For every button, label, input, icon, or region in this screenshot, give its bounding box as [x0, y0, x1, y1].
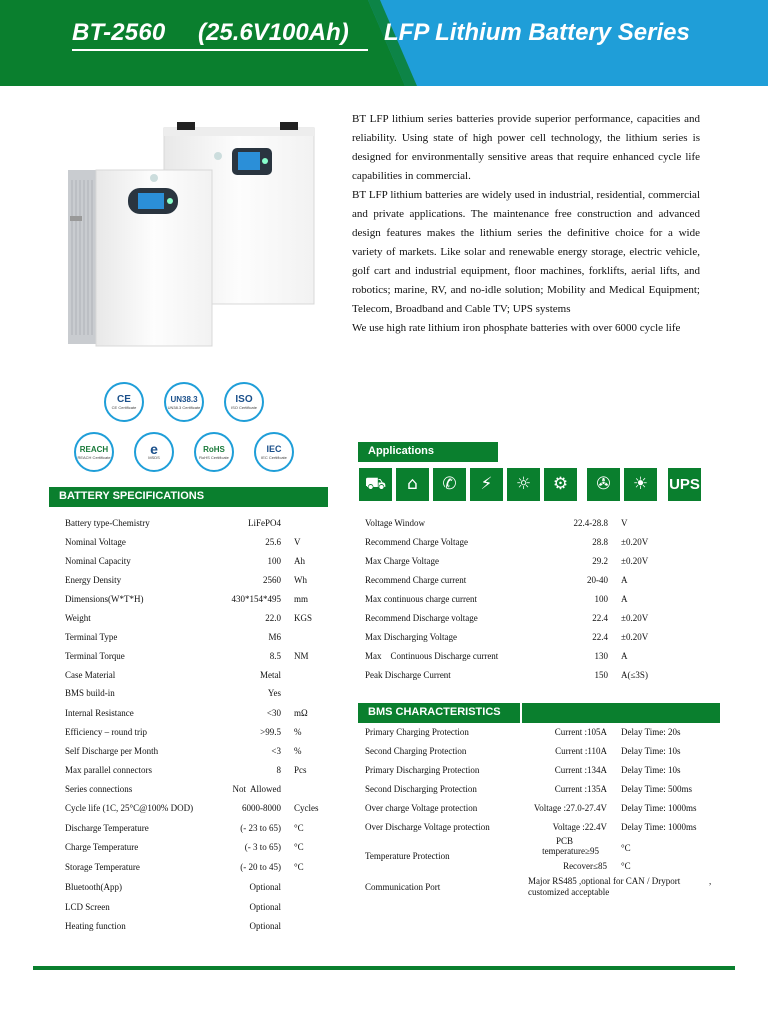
cert-caption: CE Certificate [111, 404, 137, 410]
solar-icon: ☼ [507, 468, 540, 501]
spec-label: Dimensions(W*T*H) [65, 594, 144, 604]
communication-line-1-tail: , [709, 876, 712, 886]
spec-unit: Pcs [294, 765, 307, 775]
spec-value: Metal [260, 670, 281, 680]
recover-unit: °C [621, 861, 631, 871]
spec-value: 2560 [263, 575, 281, 585]
msds-icon [134, 432, 174, 472]
spec-label: Storage Temperature [65, 862, 140, 872]
industrial-icon: ⚙ [544, 468, 577, 501]
spec-value: Not Allowed [232, 784, 281, 794]
spec-value: <3 [271, 746, 281, 756]
applications-header: Applications [358, 442, 498, 462]
model-title: BT-2560 [72, 19, 166, 46]
communication-line-2: customized acceptable [528, 887, 610, 897]
cert-label: UN38.3 [170, 394, 198, 404]
communication-line-1: Major RS485 ,optional for CAN / Dryport [528, 876, 681, 886]
spec-value: 100 [267, 556, 281, 566]
wind-turbine-icon: ✇ [587, 468, 620, 501]
spec-value: (- 20 to 45) [240, 862, 281, 872]
spec-unit: A [621, 594, 628, 604]
spec-value: Optional [249, 882, 281, 892]
bms-value: Current :105A [554, 727, 607, 737]
spec-label: Max continuous charge current [365, 594, 478, 604]
description-paragraph-3: We use high rate lithium iron phosphate batteries with over 6000 cycle life [352, 322, 681, 334]
bms-value: Voltage :22.4V [552, 822, 607, 832]
spec-value: 130 [594, 651, 608, 661]
pcb-unit: °C [621, 843, 631, 853]
spec-value: 22.0 [265, 613, 281, 623]
spec-unit: Ah [294, 556, 305, 566]
spec-unit: Cycles [294, 803, 319, 813]
bms-value: Current :134A [554, 765, 607, 775]
spec-unit: Wh [294, 575, 307, 585]
spec-value: Optional [249, 902, 281, 912]
description-paragraph-1: BT LFP lithium series batteries provide superior performance, capacities and reliability. Using state of high power cell technology, the lithium series is designed for environmentally sensitive areas that require enhanced cycle life capabilities in commercial. [352, 113, 700, 182]
pcb-label: PCB [555, 836, 573, 846]
bms-delay: Delay Time: 10s [621, 765, 681, 775]
series-title: LFP Lithium Battery Series [384, 19, 690, 46]
cert-label: IEC [266, 443, 282, 454]
spec-label: Charge Temperature [65, 842, 139, 852]
iec-icon [254, 432, 294, 472]
pcb-threshold: temperature≥95 [542, 846, 599, 856]
cert-label: ISO [235, 393, 253, 405]
spec-unit: A [621, 575, 628, 585]
ev-charging-icon: ⚡ [470, 468, 503, 501]
spec-value: 150 [594, 670, 608, 680]
spec-label: Max Continuous Discharge current [365, 651, 499, 661]
bms-value: Current :135A [554, 784, 607, 794]
spec-label: Discharge Temperature [65, 823, 149, 833]
spec-label: Cycle life (1C, 25°C@100% DOD) [65, 803, 194, 813]
spec-unit: V [294, 537, 301, 547]
bms-value: Current :110A [555, 746, 607, 756]
spec-unit: mm [294, 594, 309, 604]
spec-value: 22.4 [592, 613, 608, 623]
spec-label: Recommend Charge Voltage [365, 537, 468, 547]
spec-value: (- 3 to 65) [244, 842, 281, 852]
spec-value: 22.4 [592, 632, 608, 642]
spec-value: M6 [268, 632, 281, 642]
bms-label: Communication Port [365, 882, 441, 892]
bms-delay: Delay Time: 500ms [621, 784, 693, 794]
spec-unit: mΩ [294, 708, 308, 718]
cert-label: e [150, 440, 158, 457]
spec-value: (- 23 to 65) [240, 823, 281, 833]
spec-label: Peak Discharge Current [365, 670, 451, 680]
spec-label: LCD Screen [65, 902, 110, 912]
cert-label: RoHS [203, 444, 225, 454]
spec-value: Yes [267, 688, 281, 698]
spec-label: Efficiency – round trip [65, 727, 148, 737]
spec-unit: °C [294, 823, 304, 833]
spec-label: Max Charge Voltage [365, 556, 439, 566]
header-banner [0, 0, 768, 86]
cert-label: CE [117, 393, 131, 405]
bms-label: Second Discharging Protection [365, 784, 477, 794]
spec-unit: % [294, 746, 302, 756]
spec-value: LiFePO4 [247, 518, 281, 528]
un383-icon [164, 382, 204, 422]
spec-label: Heating function [65, 921, 126, 931]
cert-caption: MSDS [148, 454, 160, 460]
spec-label: Voltage Window [365, 518, 426, 528]
spec-value: 28.8 [592, 537, 608, 547]
voltage-title: (25.6V100Ah) [198, 19, 349, 46]
spec-label: Bluetooth(App) [65, 882, 122, 892]
cert-caption: RoHS Certificate [199, 454, 229, 460]
bms-label: Over charge Voltage protection [365, 803, 478, 813]
spec-label: Nominal Capacity [65, 556, 131, 566]
spec-label: Internal Resistance [65, 708, 134, 718]
bms-characteristics-header: BMS CHARACTERISTICS [358, 703, 520, 723]
spec-value: 100 [594, 594, 608, 604]
spec-label: Recommend Charge current [365, 575, 467, 585]
bms-delay: Delay Time: 20s [621, 727, 681, 737]
ups-icon [668, 468, 701, 501]
spec-label: Battery type-Chemistry [65, 518, 150, 528]
iso-icon [224, 382, 264, 422]
description-paragraph-2: BT LFP lithium batteries are widely used in industrial, residential, commercial and private applications. The maintenance free construction and advanced design features makes the lithium series the definitive choice for a wide variety of markets. Like solar and renewable energy storage, electric vehicle, golf cart and industrial equipment, floor machines, forklifts, aerial lifts, and robotics; marine, RV, and no-idle solution; Mobility and Medical Equipment; Telecom, Broadband and Cable TV; UPS systems [352, 189, 700, 315]
spec-unit: °C [294, 862, 304, 872]
forklift-icon: ⛟ [359, 468, 392, 501]
bms-header-fill [522, 703, 720, 723]
cert-caption: REACH Certificate [77, 454, 111, 460]
cert-caption: IEC Certificate [261, 454, 287, 460]
spec-unit: °C [294, 842, 304, 852]
spec-value: <30 [266, 708, 281, 718]
spec-value: >99.5 [260, 727, 281, 737]
battery-product-image [62, 120, 322, 350]
spec-label: Terminal Torque [65, 651, 125, 661]
product-description [352, 110, 700, 338]
spec-unit: A(≤3S) [621, 670, 648, 680]
spec-unit: V [621, 518, 628, 528]
spec-label: Series connections [65, 784, 133, 794]
bms-value: Voltage :27.0-27.4V [533, 803, 607, 813]
spec-label: Nominal Voltage [65, 537, 126, 547]
bms-label: Second Charging Protection [365, 746, 467, 756]
spec-value: 29.2 [592, 556, 608, 566]
spec-value: Optional [249, 921, 281, 931]
bms-delay: Delay Time: 1000ms [621, 803, 697, 813]
spec-label: Terminal Type [65, 632, 118, 642]
spec-value: 8.5 [269, 651, 281, 661]
title-underline [72, 49, 368, 51]
recover-threshold: Recover≤85 [563, 861, 607, 871]
spec-value: 25.6 [265, 537, 281, 547]
bms-label: Primary Discharging Protection [365, 765, 480, 775]
battery-specifications-header: BATTERY SPECIFICATIONS [49, 487, 328, 507]
spec-value: 6000-8000 [242, 803, 281, 813]
spec-value: 22.4-28.8 [573, 518, 608, 528]
reach-icon [74, 432, 114, 472]
spec-unit: A [621, 651, 628, 661]
spec-unit: ±0.20V [621, 556, 649, 566]
bms-label: Over Discharge Voltage protection [365, 822, 490, 832]
spec-unit: NM [294, 651, 309, 661]
spec-label: Recommend Discharge voltage [365, 613, 478, 623]
telecom-icon: ✆ [433, 468, 466, 501]
spec-unit: ±0.20V [621, 632, 649, 642]
spec-label: Max Discharging Voltage [365, 632, 457, 642]
spec-label: BMS build-in [65, 688, 115, 698]
ups-label: UPS [669, 476, 700, 493]
cert-caption: UN38.3 Certificate [167, 404, 201, 410]
spec-label: Self Discharge per Month [65, 746, 159, 756]
bms-delay: Delay Time: 1000ms [621, 822, 697, 832]
ce-mark-icon [104, 382, 144, 422]
spec-value: 8 [276, 765, 281, 775]
rohs-icon [194, 432, 234, 472]
spec-label: Max parallel connectors [65, 765, 152, 775]
cert-caption: ISO Certificate [230, 404, 257, 410]
pcb-temperature [0, 836, 768, 860]
power-tower-icon: ⌂ [396, 468, 429, 501]
cert-label: REACH [79, 444, 109, 454]
spec-unit: KGS [294, 613, 313, 623]
spec-value: 430*154*495 [231, 594, 281, 604]
lighting-icon: ☀ [624, 468, 657, 501]
bms-delay: Delay Time: 10s [621, 746, 681, 756]
spec-label: Case Material [65, 670, 116, 680]
footer-divider [33, 966, 735, 970]
spec-unit: ±0.20V [621, 537, 649, 547]
spec-label: Energy Density [65, 575, 122, 585]
spec-label: Weight [65, 613, 91, 623]
spec-unit: % [294, 727, 302, 737]
spec-unit: ±0.20V [621, 613, 649, 623]
bms-label: Temperature Protection [365, 851, 450, 861]
spec-value: 20-40 [587, 575, 608, 585]
bms-label: Primary Charging Protection [365, 727, 469, 737]
